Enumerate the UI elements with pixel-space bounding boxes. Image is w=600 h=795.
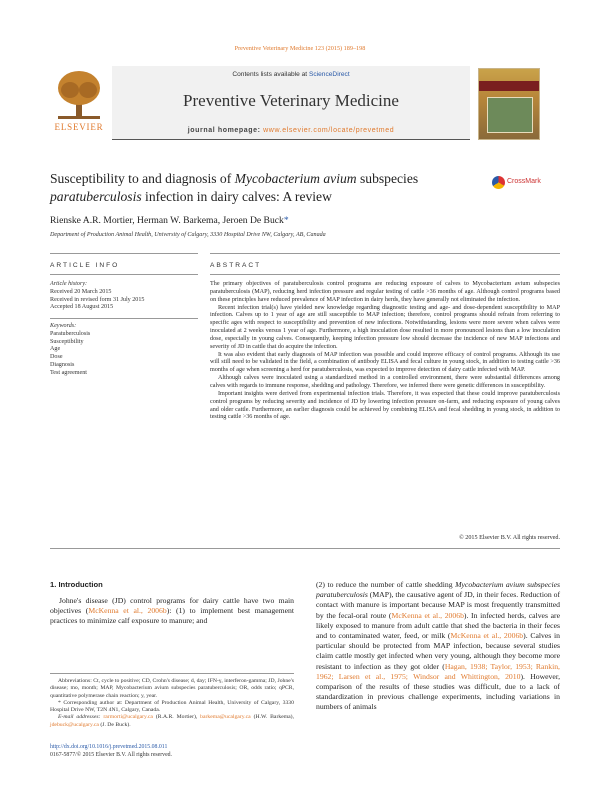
crossmark-label: CrossMark (507, 178, 541, 185)
homepage-link[interactable]: www.elsevier.com/locate/prevetmed (263, 127, 395, 134)
abstract-body (210, 281, 560, 422)
citation-link[interactable]: McKenna et al., 2006b (391, 610, 464, 620)
accepted-date: Accepted 18 August 2015 (50, 304, 114, 311)
citation-link[interactable]: McKenna et al., 2006b (88, 606, 167, 616)
authors-text: Rienske A.R. Mortier, Herman W. Barkema, Jeroen De Buck (50, 215, 284, 226)
cover-band (479, 81, 539, 91)
email-link[interactable]: rarmorti@ucalgary.ca (103, 714, 153, 721)
corresponding-author-footnote: * Corresponding author at: Department of Production Animal Health, University of Calgary, 3330 Hospital Drive NW, T2N 4N1, Calgary, Canada. (50, 699, 294, 714)
abstract-paragraph: Recent infection trial(s) have yielded new knowledge regarding diagnostic testing and age- and dose-dependent susceptibility to MAP infection. Calves up to 1 year of age are still susceptible to MAP infection; therefore, control programs should refrain from referring to specific ages with respect to susceptibility and prevention of new infections. Notwithstanding, lesions were more severe when calves were inoculated at 2 weeks versus 1 year of age. Furthermore, a high inoculation dose resulted in more pronounced lesions than a low inoculation dose, especially in young calves. Consequently, keeping infection pressure low should decrease the incidence of new MAP infections and severity of JD in cattle that do acquire the infection. (210, 304, 560, 350)
publisher-wordmark: ELSEVIER (54, 122, 104, 132)
sciencedirect-link[interactable]: ScienceDirect (308, 71, 350, 78)
elsevier-logo[interactable] (50, 70, 108, 140)
keyword-item: Susceptibility (50, 338, 84, 345)
crossmark-badge[interactable] (492, 176, 542, 190)
contents-line (112, 71, 470, 78)
title-text: Susceptibility to and diagnosis of (50, 171, 232, 186)
title-species: Mycobacterium avium (234, 171, 357, 186)
body-text: ). However, comparison of the results of these studies was difficult, due to a lack of standardization in previous challenge experiments, including variations in numbers of animals (316, 671, 560, 712)
body-text: (MAP), the causative agent of JD, in their feces. Reduction of contact with manure is important because MAP is most frequently transmitted by the fecal-oral route ( (316, 590, 561, 620)
keyword-item: Test agreement (50, 369, 87, 376)
journal-title: Preventive Veterinary Medicine (183, 91, 399, 110)
email-owner: (J. De Buck). (100, 721, 131, 728)
homepage-label: journal homepage: (187, 127, 261, 134)
body-text: (2) to reduce the number of cattle shedding (316, 580, 453, 589)
email-link[interactable]: barkema@ucalgary.ca (200, 714, 251, 721)
journal-header (112, 66, 470, 140)
contents-prefix: Contents lists available at (232, 71, 308, 78)
issn-line: 0167-5877/© 2015 Elsevier B.V. All rights reserved. (50, 752, 172, 758)
email-owner: (R.A.R. Mortier), (155, 714, 198, 721)
keywords (50, 323, 198, 378)
title-text: subspecies (360, 171, 419, 186)
abstract-paragraph: Although calves were inoculated using a standardized method in a controlled environment, there were substantial differences among calves with regards to immune response, shedding and pathology. Therefore, we inferred there were genetic differences in susceptibility. (210, 375, 560, 389)
article-info-heading: ARTICLE INFO (50, 262, 120, 269)
history-label: Article history: (50, 281, 88, 287)
running-head[interactable]: Preventive Veterinary Medicine 123 (2015) 189–198 (234, 45, 366, 52)
citation-link[interactable]: Hagan, 1938; Taylor, 1953; Rankin, 1962; Larsen et al., 1975; Windsor and Whittington, 2010 (316, 661, 560, 681)
divider (50, 274, 198, 275)
abstract-paragraph: Important insights were derived from experimental infection trials. Therefore, it was expected that these could improve paratuberculosis control programs by reducing severity and incidence of JD by lowering infection pressure on-farm, and reducing exposure of young calves and older cattle. Furthermore, an earlier diagnosis could be achieved by combining ELISA and fecal shedding in young stock, in addition to testing cattle >36 months of age. (210, 390, 560, 421)
title-text: infection in dairy calves: A review (145, 189, 332, 204)
body-text: ). In infected herds, calves are likely exposed to manure from adult cattle that shed the bacteria in their feces and to contaminated water, feed, or milk ( (316, 610, 560, 641)
abstract-paragraph: The primary objectives of paratuberculosis control programs are reducing exposure of calves to Mycobacterium avium subspecies paratuberculosis (MAP), reducing herd infection pressure and regular testing of cattle >36 months of age. Although control programs based on these principles have reduced prevalence of MAP infection in dairy herds, they have generally not eliminated the infection. (210, 281, 560, 303)
species-name: Mycobacterium avium subspecies paratuberculosis (316, 580, 560, 600)
keywords-label: Keywords: (50, 323, 77, 329)
abstract-heading: ABSTRACT (210, 262, 262, 269)
affiliation: Department of Production Animal Health, University of Calgary, 3330 Hospital Drive NW, Calgary, AB, Canada (50, 232, 326, 238)
divider (210, 253, 560, 254)
corresponding-author-mark[interactable]: * (283, 215, 289, 226)
divider (50, 318, 198, 319)
article-title (50, 170, 490, 206)
footnote-divider (50, 673, 294, 674)
received-date: Received 20 March 2015 (50, 288, 112, 295)
keyword-item: Paratuberculosis (50, 330, 91, 337)
crossmark-icon (492, 176, 505, 189)
journal-cover-thumbnail[interactable] (478, 68, 540, 140)
abbreviations-footnote: Abbreviations: Ct, cycle to positive; CD, Crohn's disease; d, day; IFN-γ, interferon-gamma; JD, Johne's disease; mo, month; MAP, Mycobacterium avium subspecies paratuberculosis; OR, odds ratio; qPCR, quantitative polymerase chain reaction; y, year. (50, 678, 294, 699)
intro-column-left (50, 596, 294, 627)
body-text: Johne's disease (JD) control programs for dairy cattle have two main objectives ( (50, 596, 294, 616)
title-subspecies: paratuberculosis (50, 189, 142, 204)
email-link[interactable]: jdebuck@ucalgary.ca (50, 721, 99, 728)
email-owner: (H.W. Barkema), (253, 714, 294, 721)
email-label: E-mail addresses: (58, 714, 101, 721)
abstract-copyright: © 2015 Elsevier B.V. All rights reserved. (459, 535, 560, 541)
doi-link[interactable]: http://dx.doi.org/10.1016/j.prevetmed.2015.08.011 (50, 744, 168, 750)
keyword-item: Age (50, 346, 61, 353)
body-text: ). Calves in particular should be protected from MAP infection, because several studies claim cattle mostly get infected when very young, although they become more resistant to infection as they got older ( (316, 631, 560, 671)
footnotes (50, 678, 294, 729)
revised-date: Received in revised form 31 July 2015 (50, 296, 145, 303)
keyword-item: Dose (50, 354, 63, 361)
keyword-item: Diagnosis (50, 361, 75, 368)
abstract-paragraph: It was also evident that early diagnosis of MAP infection was possible and could improve efficacy of control programs. Although its use will still need to be validated in the field, a combination of antibody ELISA and fecal culture in young stock, in addition to testing cattle >36 months of age when screening a herd for paratuberculosis, was expected to improve detection of dairy cattle infected with MAP. (210, 351, 560, 374)
article-history (50, 281, 198, 312)
email-footnote (50, 714, 294, 729)
divider (50, 253, 198, 254)
author-list (50, 215, 289, 226)
citation-link[interactable]: McKenna et al., 2006b (450, 631, 524, 641)
divider (210, 274, 560, 275)
section-heading-introduction: 1. Introduction (50, 580, 103, 589)
body-text: ): (1) to implement best management practices to minimize calf exposure to manure; and (50, 606, 294, 626)
cover-image (487, 97, 533, 133)
homepage-line (112, 127, 470, 134)
elsevier-tree-icon (56, 70, 102, 120)
divider (50, 548, 560, 549)
intro-column-right (316, 580, 560, 713)
